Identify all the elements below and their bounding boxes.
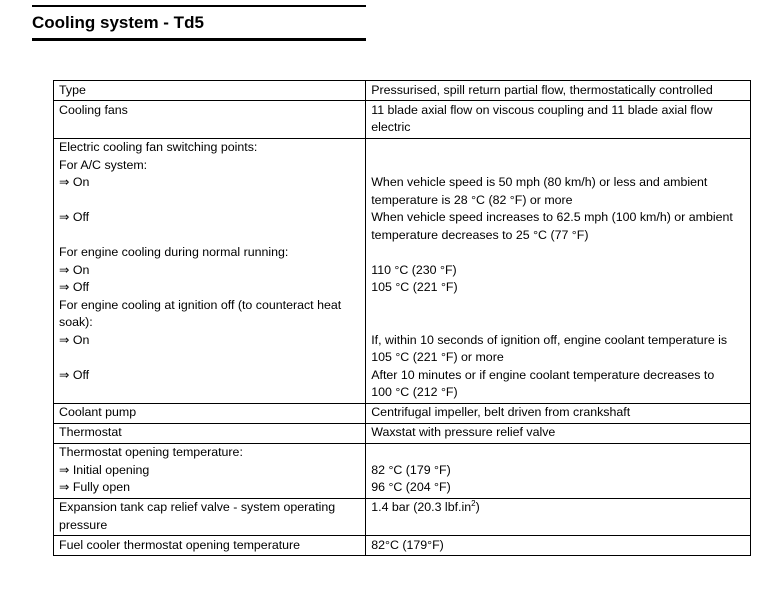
- table-row: [54, 101, 751, 139]
- cell-label: Thermostat: [54, 423, 366, 443]
- ignition-off-value: After 10 minutes or if engine coolant temperature decreases to: [371, 367, 715, 382]
- cell-label: Coolant pump: [54, 403, 366, 423]
- cell-value: Centrifugal impeller, belt driven from crankshaft: [366, 403, 751, 423]
- ac-heading: For A/C system:: [59, 157, 148, 172]
- ac-on-label: ⇒ On: [59, 175, 360, 191]
- normal-on-label: ⇒ On: [59, 263, 360, 279]
- normal-off-label: ⇒ Off: [59, 280, 360, 296]
- normal-on-value: 110 °C (230 °F): [371, 262, 457, 277]
- ignition-off-label: ⇒ Off: [59, 368, 360, 384]
- cell-value: Pressurised, spill return partial flow, thermostatically controlled: [366, 81, 751, 101]
- cell-value: 11 blade axial flow on viscous coupling and 11 blade axial flow electric: [366, 101, 751, 139]
- ignition-heading: For engine cooling at ignition off (to counteract heat: [59, 297, 342, 312]
- table-row: [54, 498, 751, 536]
- ac-off-label: ⇒ Off: [59, 210, 360, 226]
- cell-value: 1.4 bar (20.3 $lbf.in^2$): [366, 498, 751, 536]
- cell-label: [54, 443, 366, 498]
- ignition-on-label: ⇒ On: [59, 333, 360, 349]
- normal-heading: For engine cooling during normal running:: [59, 245, 289, 259]
- cell-label: Cooling fans: [54, 101, 366, 139]
- spec-table: [53, 80, 751, 556]
- table-row: [54, 138, 751, 403]
- cell-label: Fuel cooler thermostat opening temperature: [54, 536, 366, 556]
- fully-open-label: ⇒ Fully open: [59, 480, 360, 496]
- table-row: [54, 443, 751, 498]
- table-row: [54, 403, 751, 423]
- ignition-heading-cont: soak):: [59, 315, 93, 329]
- thermostat-opening-heading: Thermostat opening temperature:: [59, 445, 243, 459]
- cell-value: Waxstat with pressure relief valve: [366, 423, 751, 443]
- title-rule-top: [32, 5, 366, 7]
- ac-on-value: When vehicle speed is 50 mph (80 km/h) or less and ambient: [371, 175, 708, 189]
- ignition-on-value: If, within 10 seconds of ignition off, engine coolant temperature is: [371, 332, 728, 347]
- title-rule-bottom: [32, 38, 366, 41]
- cell-label: Type: [54, 81, 366, 101]
- cell-label: Expansion tank cap relief valve - system operating pressure: [54, 498, 366, 536]
- fully-open-value: 96 °C (204 °F): [371, 480, 451, 494]
- switching-heading: Electric cooling fan switching points:: [59, 140, 258, 154]
- ac-off-value: When vehicle speed increases to 62.5 mph (100 km/h) or ambient: [371, 210, 733, 224]
- normal-off-value: 105 °C (221 °F): [371, 280, 458, 294]
- cell-value: 82°C (179°F): [366, 536, 751, 556]
- table-row: [54, 536, 751, 556]
- initial-opening-label: ⇒ Initial opening: [59, 463, 360, 479]
- table-row: [54, 423, 751, 443]
- page-title: Cooling system - Td5: [32, 13, 204, 32]
- cell-label: [54, 138, 366, 403]
- cell-value: [366, 443, 751, 498]
- cell-value: When vehicle speed is 50 mph (80 km/h) or less and ambient temperature is 28 °C (82 °F) or more When vehicle speed increases to 62.5 mph (100 km/h) or ambient temperature decreases to 25 °C (77 °F) 110 °C (230 °F) 105 °C (221 °F) If, within 10 seconds of ignition off, engine coolant temperature is 105 °C (221 °F) or more After 10 minutes or if engine coolant temperature decreases to 100 °C (212 °F): [366, 138, 751, 403]
- table-row: [54, 81, 751, 101]
- initial-opening-value: 82 °C (179 °F): [371, 462, 451, 477]
